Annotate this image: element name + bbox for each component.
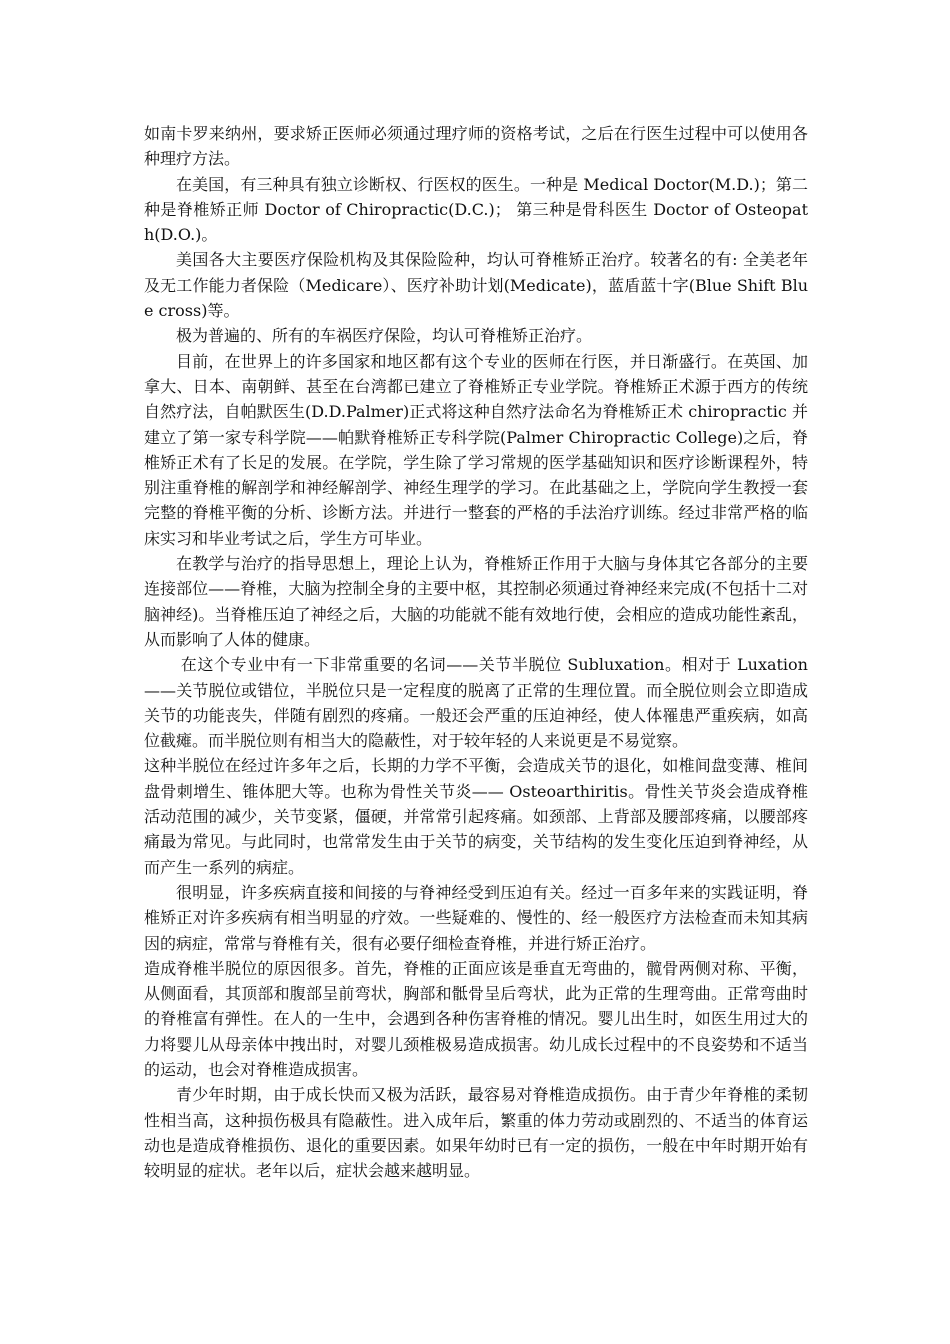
paragraph-2: 在美国，有三种具有独立诊断权、行医权的医生。一种是 Medical Doctor(M.D.)；第二种是脊椎矫正师 Doctor of Chiropractic(D.C.)； 第三种是骨科医生 Doctor of Osteopath(D.O.)。 [144,174,808,245]
paragraph-9: 很明显，许多疾病直接和间接的与脊神经受到压迫有关。经过一百多年来的实践证明，脊椎矫正对许多疾病有相当明显的疗效。一些疑难的、慢性的、经一般医疗方法检查而未知其病因的病症，常常与脊椎有关，很有必要仔细检查脊椎，并进行矫正治疗。 [144,882,808,953]
paragraph-3: 美国各大主要医疗保险机构及其保险险种，均认可脊椎矫正治疗。较著名的有: 全美老年及无工作能力者保险（Medicare）、医疗补助计划(Medicate)，蓝盾蓝十字(Blue Shift Blue cross)等。 [144,250,808,321]
paragraph-1: 如南卡罗来纳州，要求矫正医师必须通过理疗师的资格考试，之后在行医生过程中可以使用各种理疗方法。 [144,124,808,169]
paragraph-11: 青少年时期，由于成长快而又极为活跃，最容易对脊椎造成损伤。由于青少年脊椎的柔韧性相当高，这种损伤极具有隐蔽性。进入成年后，繁重的体力劳动或剧烈的、不适当的体育运动也是造成脊椎损伤、退化的重要因素。如果年幼时已有一定的损伤，一般在中年时期开始有较明显的症状。老年以后，症状会越来越明显。 [144,1085,808,1181]
paragraph-4: 极为普遍的、所有的车祸医疗保险，均认可脊椎矫正治疗。 [176,326,593,346]
paragraph-10: 造成脊椎半脱位的原因很多。首先，脊椎的正面应该是垂直无弯曲的，髋骨两侧对称、平衡，从侧面看，其顶部和腹部呈前弯状，胸部和骶骨呈后弯状，此为正常的生理弯曲。正常弯曲时的脊椎富有弹性。在人的一生中，会遇到各种伤害脊椎的情况。婴儿出生时，如医生用过大的力将婴儿从母亲体中拽出时，对婴儿颈椎极易造成损害。幼儿成长过程中的不良姿势和不适当的运动，也会对脊椎造成损害。 [144,958,808,1079]
paragraph-6: 在教学与治疗的指导思想上，理论上认为，脊椎矫正作用于大脑与身体其它各部分的主要连接部位——脊椎，大脑为控制全身的主要中枢，其控制必须通过脊神经来完成(不包括十二对脑神经)。当脊椎压迫了神经之后，大脑的功能就不能有效地行使，会相应的造成功能性紊乱，从而影响了人体的健康。 [144,554,808,649]
paragraph-5: 目前，在世界上的许多国家和地区都有这个专业的医师在行医，并日渐盛行。在英国、加拿大、日本、南朝鲜、甚至在台湾都已建立了脊椎矫正专业学院。脊椎矫正术源于西方的传统自然疗法，自帕默医生(D.D.Palmer)正式将这种自然疗法命名为脊椎矫正术 chiropractic 并建立了第一家专科学院——帕默脊椎矫正专科学院(Palmer Chiropractic College)之后，脊椎矫正术有了长足的发展。在学院，学生除了学习常规的医学基础知识和医疗诊断课程外，特别注重脊椎的解剖学和神经解剖学、神经生理学的学习。在此基础之上，学院向学生教授一套完整的脊椎平衡的分析、诊断方法。并进行一整套的严格的手法治疗训练。经过非常严格的临床实习和毕业考试之后，学生方可毕业。 [144,351,808,548]
paragraph-8: 这种半脱位在经过许多年之后，长期的力学不平衡，会造成关节的退化，如椎间盘变薄、椎间盘骨刺增生、锥体肥大等。也称为骨性关节炎—— Osteoarthiritis。骨性关节炎会造成脊椎活动范围的减少，关节变紧，僵硬，并常常引起疼痛。如颈部、上背部及腰部疼痛，以腰部疼痛最为常见。与此同时，也常常发生由于关节的病变，关节结构的发生变化压迫到脊神经，从而产生一系列的病症。 [144,756,808,877]
paragraph-7: 在这个专业中有一下非常重要的名词——关节半脱位 Subluxation。相对于 Luxation——关节脱位或错位，半脱位只是一定程度的脱离了正常的生理位置。而全脱位则会立即造成关节的功能丧失，伴随有剧烈的疼痛。一般还会严重的压迫神经，使人体罹患严重疾病，如高位截瘫。而半脱位则有相当大的隐蔽性，对于较年轻的人来说更是不易觉察。 [144,655,808,751]
document-body [144,121,808,1183]
